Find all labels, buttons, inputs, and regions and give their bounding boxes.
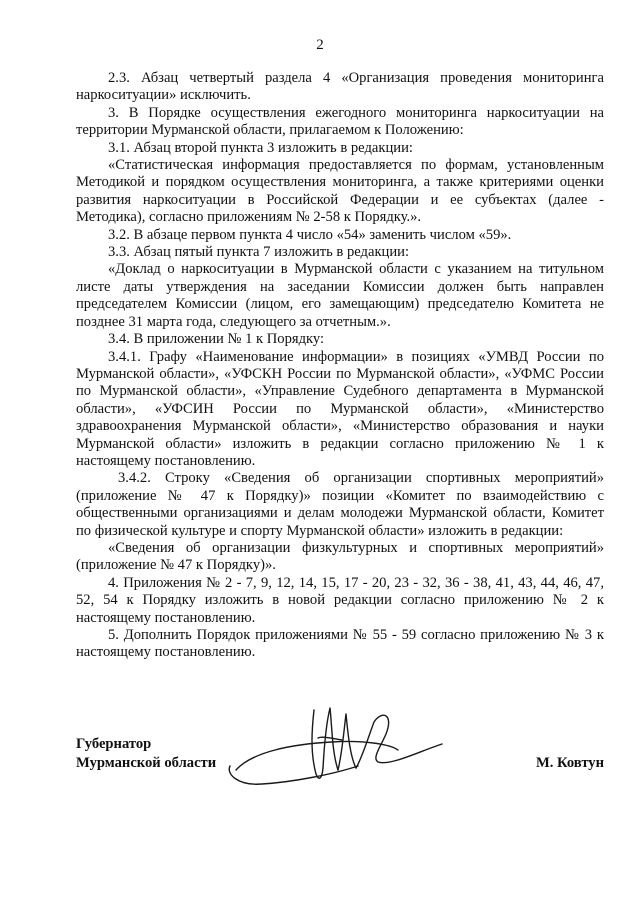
signatory-title-line1: Губернатор: [76, 736, 152, 752]
paragraph-3-3: 3.3. Абзац пятый пункта 7 изложить в редакции:: [108, 244, 410, 261]
paragraph-3-1: 3.1. Абзац второй пункта 3 изложить в редакции:: [108, 139, 413, 156]
page-number: 2: [316, 37, 324, 53]
paragraph-3: 3. В Порядке осуществления ежегодного мониторинга наркоситуации на территории Мурманской области, прилагаемом к Положению:: [76, 104, 604, 139]
paragraph-3-4-2: 3.4.2. Строку «Сведения об организации спортивных мероприятий» (приложение № 47 к Порядку)» позиции «Комитет по взаимодействию с общественными организациями и делам молодежи Мурманской области, Комитет по физической культуре и спорту Мурманской области» изложить в редакции:: [76, 470, 604, 539]
paragraph-3-2: 3.2. В абзаце первом пункта 4 число «54» заменить числом «59».: [108, 226, 512, 243]
signatory-position: [76, 735, 216, 773]
paragraph-4: 4. Приложения № 2 - 7, 9, 12, 14, 15, 17 - 20, 23 - 32, 36 - 38, 41, 43, 44, 46, 47, 52, 54 к Порядку изложить в новой редакции согласно приложению № 2 к настоящему постановлению.: [76, 574, 604, 626]
document-body: [76, 70, 604, 662]
paragraph-3-4-2-quote: «Сведения об организации физкультурных и спортивных мероприятий» (приложение № 47 к Порядку)».: [76, 539, 604, 574]
paragraph-3-3-quote: «Доклад о наркоситуации в Мурманской области с указанием на титульном листе даты утверждения на заседании Комиссии должен быть направлен председателем Комиссии (лицом, его замещающим) председателю Комитета не позднее 31 марта года, следующего за отчетным.».: [76, 261, 604, 330]
paragraph-3-4: 3.4. В приложении № 1 к Порядку:: [108, 331, 325, 348]
paragraph-2-3: 2.3. Абзац четвертый раздела 4 «Организация проведения мониторинга наркоситуации» исключить.: [76, 70, 604, 104]
paragraph-3-4-1: 3.4.1. Графу «Наименование информации» в позициях «УМВД России по Мурманской области», «УФСКН России по Мурманской области», «УФМС России по Мурманской области», «Управление Судебного департамента в Мурманской области», «УФСИН России по Мурманской области», «Министерство здравоохранения Мурманской области», «Министерство образования и науки Мурманской области» изложить в редакции согласно приложению № 1 к настоящему постановлению.: [76, 348, 604, 469]
paragraph-3-1-quote: «Статистическая информация предоставляется по формам, установленным Методикой и порядком осуществления мониторинга, а также критериями оценки развития наркоситуации в Российской Федерации и ее субъектах (далее - Методика), согласно приложениям № 2-58 к Порядку.».: [76, 157, 604, 226]
signatory-title-line2: Мурманской области: [76, 755, 217, 771]
paragraph-5: 5. Дополнить Порядок приложениями № 55 - 59 согласно приложению № 3 к настоящему постановлению.: [76, 627, 604, 661]
signatory-name: М. Ковтун: [535, 755, 604, 771]
signature-block: [76, 735, 604, 775]
